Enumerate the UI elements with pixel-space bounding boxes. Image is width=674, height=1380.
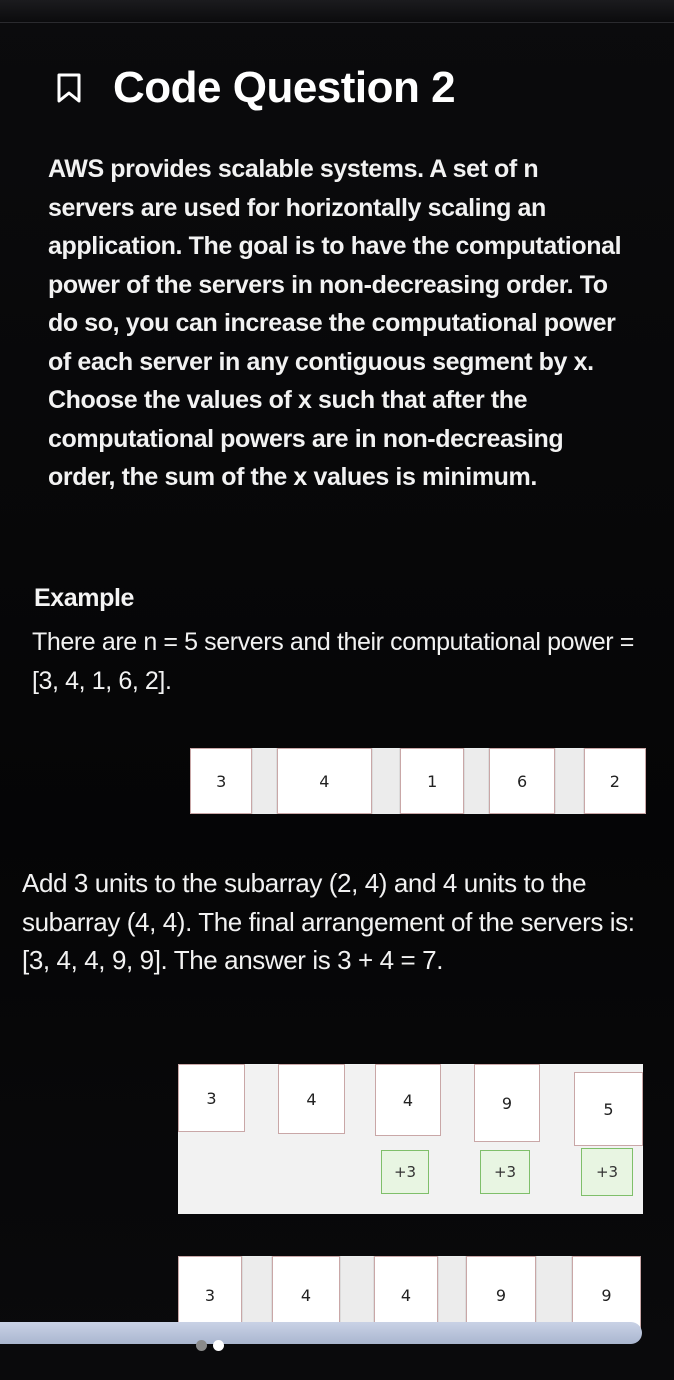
horizontal-scrollbar[interactable] [0,1322,642,1344]
problem-description: AWS provides scalable systems. A set of n servers are used for horizontally scaling an application. The goal is to have the computational power of the servers in non-decreasing order. To do so, you can increase the computational power of each server in any contiguous segment by x. Choose the values of x such that after the computational powers are in non-decreasing order, the sum of the x values is minimum. [48,155,622,491]
increment-cell: +3 [581,1148,633,1196]
array-gap [464,748,489,814]
array-cell: 9 [572,1256,641,1334]
array-cell: 9 [466,1256,536,1334]
array-cell: 1 [400,748,464,814]
array-cell: 4 [375,1064,441,1136]
array-cell: 4 [374,1256,438,1334]
increment-cell: +3 [381,1150,429,1194]
array-gap [252,748,277,814]
bookmark-icon[interactable] [55,72,83,104]
array-gap [372,748,400,814]
array-cell: 3 [178,1256,242,1334]
example-label: Example [34,584,135,612]
array-cell: 6 [489,748,555,814]
array-cell: 2 [584,748,646,814]
top-edge [0,0,674,23]
array-gap [555,748,583,814]
question-header [55,58,655,118]
page-indicator [196,1340,224,1351]
page-dot-1[interactable] [196,1340,207,1351]
page-dot-2[interactable] [213,1340,224,1351]
increment-diagram [178,1064,643,1214]
increment-cell: +3 [480,1150,530,1194]
array-cell: 4 [272,1256,340,1334]
array-cell: 3 [190,748,252,814]
array-cell: 5 [574,1072,643,1146]
example-explanation: Add 3 units to the subarray (2, 4) and 4 units to the subarray (4, 4). The final arrangement of the servers is: [3, 4, 4, 9, 9]. The answer is 3 + 4 = 7. [22,868,635,975]
array-cell: 4 [277,748,372,814]
example-text: There are n = 5 servers and their computational power = [3, 4, 1, 6, 2]. [32,628,634,695]
array-cell: 4 [278,1064,345,1134]
array-cell: 3 [178,1064,245,1132]
initial-array [190,748,646,814]
question-title: Code Question 2 [113,63,456,112]
array-cell: 9 [474,1064,540,1142]
